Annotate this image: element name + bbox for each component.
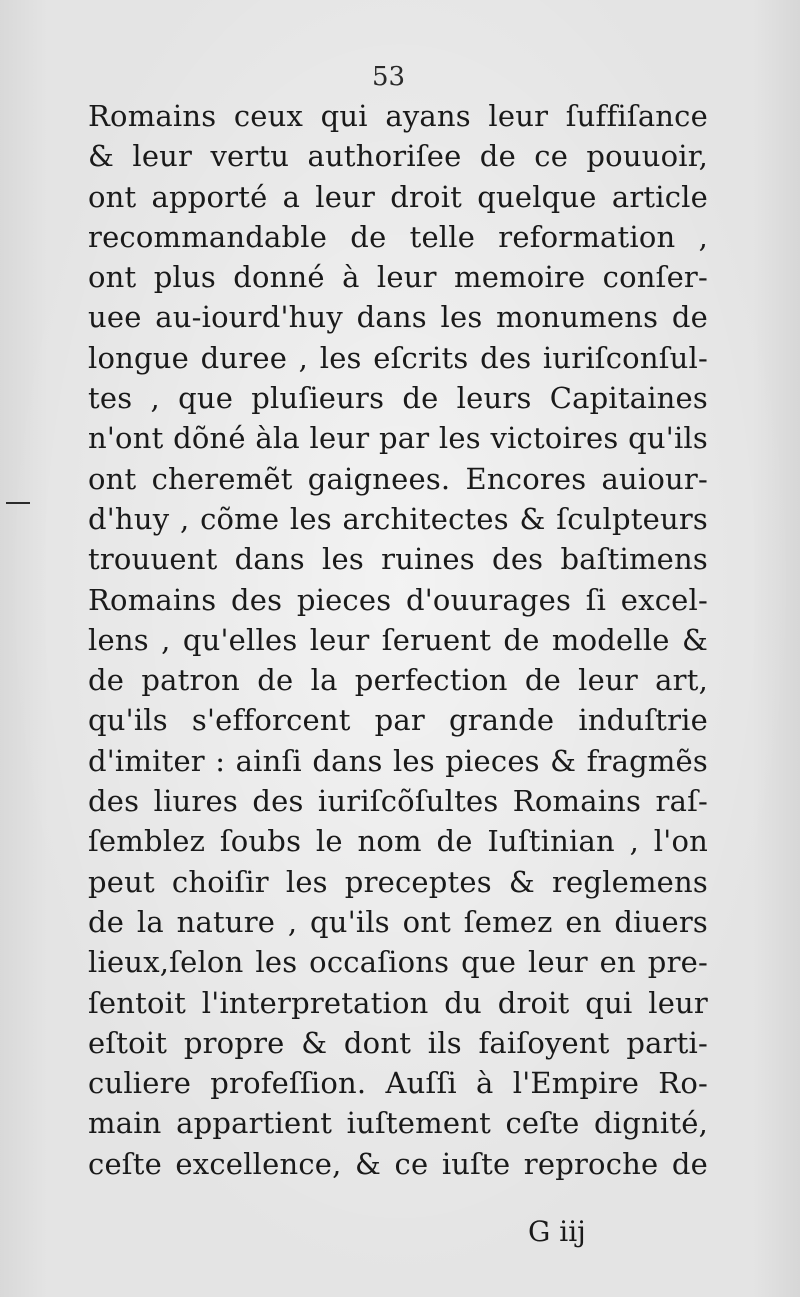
page-number: 53 — [372, 62, 406, 92]
text-line: peut choiſir les preceptes & reglemens — [88, 864, 708, 899]
body-text — [88, 96, 708, 1184]
text-line: & leur vertu authoriſee de ce pouuoir, — [88, 139, 708, 174]
text-line: lieux,ſelon les occaſions que leur en pre- — [88, 945, 708, 980]
text-line: d'imiter : ainſi dans les pieces & fragmẽs — [88, 743, 708, 778]
text-line: uee au-iourd'huy dans les monumens de — [88, 300, 708, 335]
text-line: ſentoit l'interpretation du droit qui leur — [88, 985, 708, 1020]
text-line: main appartient iuſtement ceſte dignité, — [88, 1106, 708, 1141]
text-line: ont cheremẽt gaignees. Encores auiour- — [88, 461, 708, 496]
text-line: trouuent dans les ruines des baſtimens — [88, 542, 708, 577]
text-line: culiere profeſſion. Auſſi à l'Empire Ro- — [88, 1066, 708, 1101]
text-line: Romains des pieces d'ouurages ſi excel- — [88, 582, 708, 617]
text-line: Romains ceux qui ayans leur ſuffiſance — [88, 99, 708, 133]
text-line: recommandable de telle reformation , — [88, 219, 708, 254]
text-line: ſemblez ſoubs le nom de Iuſtinian , l'on — [88, 824, 708, 859]
text-line: tes , que pluſieurs de leurs Capitaines — [88, 381, 708, 416]
text-line: ceſte excellence, & ce iuſte reproche de — [88, 1146, 708, 1181]
text-line: ont apporté a leur droit quelque article — [88, 179, 708, 214]
text-line: d'huy , cõme les architectes & ſculpteurs — [88, 501, 708, 536]
text-line: ont plus donné à leur memoire conſer- — [88, 260, 708, 295]
text-line: de patron de la perfection de leur art, — [88, 663, 708, 698]
text-line: des liures des iuriſcõſultes Romains raſ- — [88, 784, 708, 819]
signature-mark: G iij — [528, 1215, 586, 1248]
text-line: n'ont dõné àla leur par les victoires qu'ils — [88, 421, 708, 456]
text-line: longue duree , les eſcrits des iuriſconſul- — [88, 340, 708, 375]
text-line: de la nature , qu'ils ont ſemez en diuers — [88, 904, 708, 939]
text-line: qu'ils s'efforcent par grande induſtrie — [88, 703, 708, 738]
text-line: lens , qu'elles leur ſeruent de modelle & — [88, 622, 708, 657]
margin-mark — [6, 502, 30, 504]
text-line: eſtoit propre & dont ils faiſoyent parti- — [88, 1025, 708, 1060]
